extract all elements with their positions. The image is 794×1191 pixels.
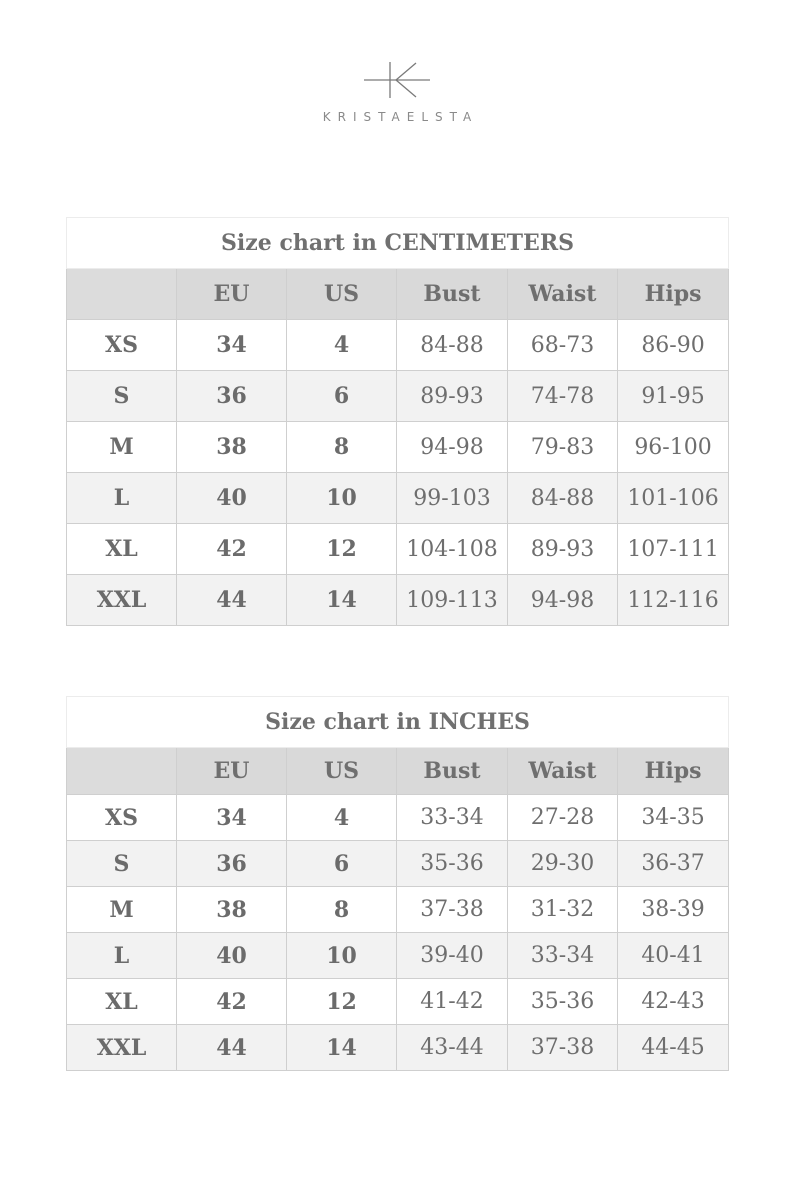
- size-cell: XL: [67, 979, 177, 1025]
- table-row: [67, 933, 729, 979]
- hips-cell: 107-111: [618, 524, 729, 575]
- eu-cell: 34: [177, 320, 287, 371]
- us-cell: 14: [287, 575, 397, 626]
- table-header-row: [67, 748, 729, 795]
- column-header: [67, 748, 177, 795]
- us-cell: 10: [287, 473, 397, 524]
- size-cell: M: [67, 422, 177, 473]
- column-header: [67, 269, 177, 320]
- hips-cell: 91-95: [618, 371, 729, 422]
- size-cell: S: [67, 841, 177, 887]
- waist-cell: 29-30: [508, 841, 618, 887]
- table-row: [67, 473, 729, 524]
- column-header-hips: Hips: [618, 269, 729, 320]
- us-cell: 4: [287, 320, 397, 371]
- eu-cell: 36: [177, 841, 287, 887]
- column-header-bust: Bust: [397, 269, 508, 320]
- hips-cell: 101-106: [618, 473, 729, 524]
- table-title: Size chart in INCHES: [67, 697, 729, 748]
- size-cell: L: [67, 473, 177, 524]
- size-cell: XS: [67, 320, 177, 371]
- hips-cell: 38-39: [618, 887, 729, 933]
- size-cell: XS: [67, 795, 177, 841]
- waist-cell: 31-32: [508, 887, 618, 933]
- table-row: [67, 320, 729, 371]
- eu-cell: 42: [177, 524, 287, 575]
- column-header-eu: EU: [177, 748, 287, 795]
- table-row: [67, 371, 729, 422]
- eu-cell: 40: [177, 933, 287, 979]
- column-header-eu: EU: [177, 269, 287, 320]
- us-cell: 12: [287, 524, 397, 575]
- bust-cell: 89-93: [397, 371, 508, 422]
- eu-cell: 38: [177, 887, 287, 933]
- size-chart-centimeters: [66, 217, 729, 626]
- us-cell: 10: [287, 933, 397, 979]
- size-cell: XXL: [67, 1025, 177, 1071]
- hips-cell: 34-35: [618, 795, 729, 841]
- hips-cell: 112-116: [618, 575, 729, 626]
- size-cell: L: [67, 933, 177, 979]
- table-row: [67, 841, 729, 887]
- waist-cell: 27-28: [508, 795, 618, 841]
- bust-cell: 35-36: [397, 841, 508, 887]
- us-cell: 6: [287, 371, 397, 422]
- hips-cell: 96-100: [618, 422, 729, 473]
- bust-cell: 43-44: [397, 1025, 508, 1071]
- bust-cell: 94-98: [397, 422, 508, 473]
- table-row: [67, 887, 729, 933]
- table-title: Size chart in CENTIMETERS: [67, 218, 729, 269]
- bust-cell: 104-108: [397, 524, 508, 575]
- eu-cell: 38: [177, 422, 287, 473]
- hips-cell: 42-43: [618, 979, 729, 1025]
- waist-cell: 74-78: [508, 371, 618, 422]
- bust-cell: 41-42: [397, 979, 508, 1025]
- hips-cell: 40-41: [618, 933, 729, 979]
- column-header-waist: Waist: [508, 269, 618, 320]
- us-cell: 12: [287, 979, 397, 1025]
- brand-header: [0, 60, 794, 124]
- eu-cell: 40: [177, 473, 287, 524]
- column-header-waist: Waist: [508, 748, 618, 795]
- hips-cell: 86-90: [618, 320, 729, 371]
- hips-cell: 44-45: [618, 1025, 729, 1071]
- bust-cell: 99-103: [397, 473, 508, 524]
- table-row: [67, 422, 729, 473]
- column-header-us: US: [287, 269, 397, 320]
- eu-cell: 34: [177, 795, 287, 841]
- waist-cell: 84-88: [508, 473, 618, 524]
- table-header-row: [67, 269, 729, 320]
- waist-cell: 79-83: [508, 422, 618, 473]
- size-cell: XXL: [67, 575, 177, 626]
- size-chart-inches: [66, 696, 729, 1071]
- waist-cell: 35-36: [508, 979, 618, 1025]
- ke-monogram-icon: [362, 60, 432, 100]
- waist-cell: 89-93: [508, 524, 618, 575]
- eu-cell: 44: [177, 575, 287, 626]
- eu-cell: 36: [177, 371, 287, 422]
- size-cell: M: [67, 887, 177, 933]
- bust-cell: 84-88: [397, 320, 508, 371]
- eu-cell: 44: [177, 1025, 287, 1071]
- table-row: [67, 1025, 729, 1071]
- size-cell: XL: [67, 524, 177, 575]
- waist-cell: 68-73: [508, 320, 618, 371]
- brand-name: KRISTAELSTA: [322, 110, 479, 124]
- us-cell: 8: [287, 887, 397, 933]
- table-row: [67, 575, 729, 626]
- table-row: [67, 795, 729, 841]
- table-row: [67, 979, 729, 1025]
- size-cell: S: [67, 371, 177, 422]
- us-cell: 14: [287, 1025, 397, 1071]
- eu-cell: 42: [177, 979, 287, 1025]
- bust-cell: 39-40: [397, 933, 508, 979]
- table-row: [67, 524, 729, 575]
- bust-cell: 109-113: [397, 575, 508, 626]
- hips-cell: 36-37: [618, 841, 729, 887]
- column-header-bust: Bust: [397, 748, 508, 795]
- us-cell: 8: [287, 422, 397, 473]
- waist-cell: 94-98: [508, 575, 618, 626]
- waist-cell: 33-34: [508, 933, 618, 979]
- us-cell: 4: [287, 795, 397, 841]
- bust-cell: 37-38: [397, 887, 508, 933]
- waist-cell: 37-38: [508, 1025, 618, 1071]
- us-cell: 6: [287, 841, 397, 887]
- bust-cell: 33-34: [397, 795, 508, 841]
- column-header-hips: Hips: [618, 748, 729, 795]
- column-header-us: US: [287, 748, 397, 795]
